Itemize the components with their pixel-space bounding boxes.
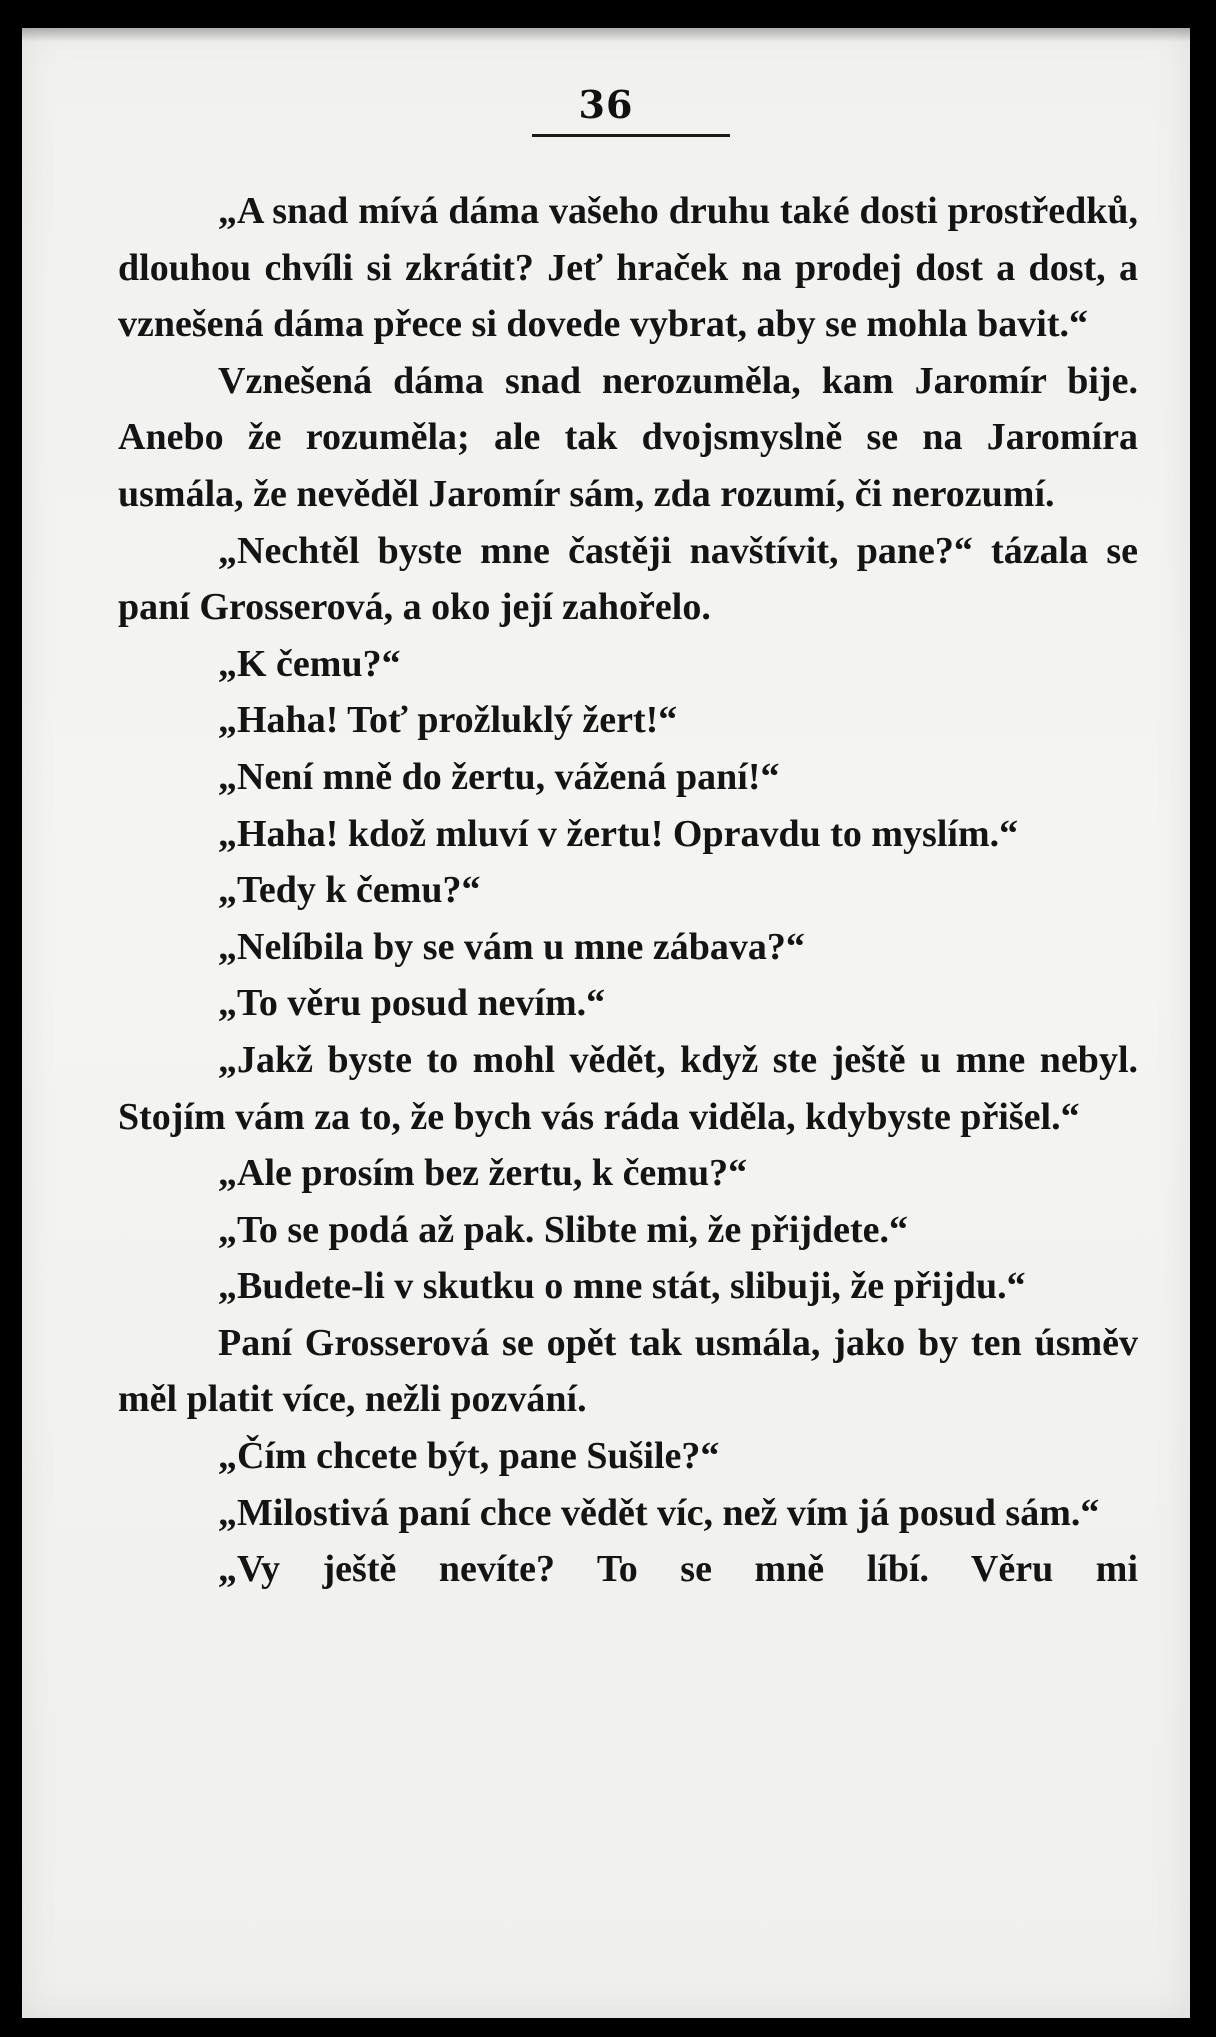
paragraph: „Ale prosím bez žertu, k čemu?“ bbox=[218, 1152, 748, 1195]
body-text bbox=[118, 183, 1138, 1598]
paragraph: „Čím chcete být, pane Sušile?“ bbox=[218, 1435, 720, 1478]
paragraph: „To se podá až pak. Slibte mi, že přijdete.“ bbox=[218, 1208, 908, 1251]
paragraph: „Jakž byste to mohl vědět, když ste ještě u mne nebyl. Stojím vám za to, že bych vás ráda viděla, kdybyste přišel.“ bbox=[118, 1038, 1138, 1138]
paragraph: „Tedy k čemu?“ bbox=[218, 869, 481, 912]
paragraph: „Vy ještě nevíte? To se mně líbí. Věru mi bbox=[218, 1548, 1138, 1591]
paragraph: „Není mně do žertu, vážená paní!“ bbox=[218, 755, 780, 798]
paragraph: „Haha! kdož mluví v žertu! Opravdu to myslím.“ bbox=[218, 812, 1019, 855]
page-edge-shadow bbox=[22, 28, 1190, 42]
paragraph: „Nelíbila by se vám u mne zábava?“ bbox=[218, 925, 805, 968]
paragraph: Paní Grosserová se opět tak usmála, jako by ten úsměv měl platit více, nežli pozvání. bbox=[118, 1321, 1138, 1421]
paragraph: „Milostivá paní chce vědět víc, než vím já posud sám.“ bbox=[218, 1491, 1100, 1534]
book-page bbox=[22, 28, 1190, 2018]
paragraph: „Nechtěl byste mne častěji navštívit, pane?“ tázala se paní Grosserová, a oko její zahořelo. bbox=[118, 529, 1138, 629]
paragraph: Vznešená dáma snad nerozuměla, kam Jaromír bije. Anebo že rozuměla; ale tak dvojsmyslně se na Jaromíra usmála, že nevěděl Jaromír sám, zda rozumí, či nerozumí. bbox=[118, 359, 1138, 515]
paragraph: „Budete-li v skutku o mne stát, slibuji, že přijdu.“ bbox=[218, 1265, 1026, 1308]
paragraph: „To věru posud nevím.“ bbox=[218, 982, 606, 1025]
paragraph: „K čemu?“ bbox=[218, 642, 401, 685]
header-rule bbox=[532, 134, 730, 137]
paragraph: „Haha! Toť prožluklý žert!“ bbox=[218, 699, 678, 742]
paragraph: „A snad mívá dáma vašeho druhu také dosti prostředků, dlouhou chvíli si zkrátit? Jeť hraček na prodej dost a dost, a vznešená dáma přece si dovede vybrat, aby se mohla bavit.“ bbox=[118, 190, 1138, 346]
page-number: 36 bbox=[578, 82, 634, 127]
